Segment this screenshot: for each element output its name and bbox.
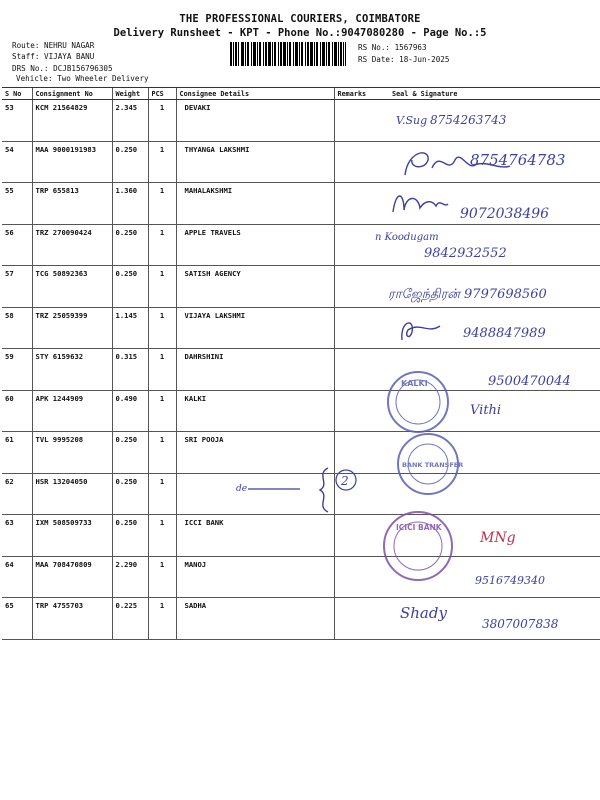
row-sno: 54 [2, 141, 32, 183]
row-consignment-no: MAA 708470809 [32, 556, 112, 598]
col-header-pcs: PCS [148, 88, 176, 100]
row-consignment-no: TRZ 270090424 [32, 224, 112, 266]
handwritten-signature-53: V.Sug [396, 114, 428, 127]
row-consignee: SRI POOJA [176, 432, 334, 474]
row-consignee: DAHRSHINI [176, 349, 334, 391]
rs-date: RS Date: 18-Jun-2025 [358, 55, 450, 64]
row-weight: 0.250 [112, 141, 148, 183]
row-weight: 0.490 [112, 390, 148, 432]
col-header-remarks: Remarks [334, 88, 370, 100]
handwritten-number-62: 2 [341, 474, 349, 488]
handwritten-signature-60: Vithi [470, 403, 502, 418]
bank-transfer-stamp-text: BANK TRANSFER [402, 461, 464, 469]
row-pcs: 1 [148, 390, 176, 432]
row-consignment-no: TVL 9995208 [32, 432, 112, 474]
handwritten-signature-65: Shady [400, 604, 447, 622]
route-label: Route: NEHRU NAGAR [12, 41, 95, 50]
col-header-weight: Weight [112, 88, 148, 100]
row-sno: 62 [2, 473, 32, 515]
row-consignment-no: TRP 655813 [32, 183, 112, 225]
row-weight: 0.250 [112, 224, 148, 266]
row-sno: 63 [2, 515, 32, 557]
row-sno: 64 [2, 556, 32, 598]
handwritten-mark-62: de [236, 484, 248, 494]
row-weight: 2.345 [112, 100, 148, 142]
row-weight: 0.250 [112, 473, 148, 515]
row-consignment-no: MAA 9000191983 [32, 141, 112, 183]
row-sno: 58 [2, 307, 32, 349]
row-pcs: 1 [148, 224, 176, 266]
row-consignee: ICCI BANK [176, 515, 334, 557]
col-header-consignment: Consignment No [32, 88, 112, 100]
row-pcs: 1 [148, 515, 176, 557]
row-sno: 59 [2, 349, 32, 391]
handwritten-phone-56: 9842932552 [424, 246, 507, 261]
row-weight: 0.250 [112, 432, 148, 474]
kalki-stamp [388, 372, 448, 432]
row-pcs: 1 [148, 100, 176, 142]
handwritten-phone-60: 9500470044 [488, 374, 571, 389]
row-sno: 53 [2, 100, 32, 142]
row-consignment-no: TRP 4755703 [32, 598, 112, 640]
row-pcs: 1 [148, 473, 176, 515]
col-header-sno: S No [2, 88, 32, 100]
row-consignee: SADHA [176, 598, 334, 640]
col-header-consignee: Consignee Details [176, 88, 334, 100]
handwritten-phone-54: 8754764783 [470, 151, 566, 169]
handwritten-phone-57: ராஜேந்திரன் 9797698560 [388, 287, 547, 302]
row-consignee: MANOJ [176, 556, 334, 598]
handwritten-signature-55 [393, 196, 448, 212]
icici-bank-stamp-text: ICICI BANK [396, 523, 442, 532]
row-pcs: 1 [148, 349, 176, 391]
row-pcs: 1 [148, 432, 176, 474]
row-consignee: MAHALAKSHMI [176, 183, 334, 225]
handwritten-bracket-62 [320, 468, 328, 512]
handwritten-phone-58: 9488847989 [463, 326, 546, 341]
handwritten-name-56: n Koodugam [375, 232, 439, 243]
row-pcs: 1 [148, 141, 176, 183]
icici-bank-stamp [384, 512, 452, 580]
page-title: THE PROFESSIONAL COURIERS, COIMBATORE [179, 13, 421, 25]
handwritten-signature-63: MNg [480, 530, 516, 546]
row-weight: 0.250 [112, 266, 148, 308]
row-sno: 57 [2, 266, 32, 308]
row-consignee: THYANGA LAKSHMI [176, 141, 334, 183]
handwritten-phone-55: 9072038496 [460, 206, 550, 222]
row-weight: 1.360 [112, 183, 148, 225]
row-sno: 61 [2, 432, 32, 474]
row-pcs: 1 [148, 266, 176, 308]
row-consignee: DEVAKI [176, 100, 334, 142]
row-weight: 0.250 [112, 515, 148, 557]
handwritten-signature-58 [402, 323, 440, 340]
row-consignee: VIJAYA LAKSHMI [176, 307, 334, 349]
row-pcs: 1 [148, 598, 176, 640]
col-header-seal: Seal & Signature [370, 88, 600, 100]
row-consignment-no: APK 1244909 [32, 390, 112, 432]
row-sno: 60 [2, 390, 32, 432]
row-consignment-no: KCM 21564829 [32, 100, 112, 142]
row-consignment-no: HSR 13204050 [32, 473, 112, 515]
row-pcs: 1 [148, 556, 176, 598]
handwritten-phone-53: 8754263743 [430, 113, 507, 127]
bank-transfer-stamp [398, 434, 463, 494]
row-pcs: 1 [148, 307, 176, 349]
row-consignee: KALKI [176, 390, 334, 432]
row-weight: 0.225 [112, 598, 148, 640]
rs-number: RS No.: 1567963 [358, 43, 427, 52]
row-consignment-no: STY 6159632 [32, 349, 112, 391]
page-subtitle: Delivery Runsheet - KPT - Phone No.:9047080280 - Page No.:5 [113, 27, 487, 39]
row-weight: 1.145 [112, 307, 148, 349]
row-weight: 0.315 [112, 349, 148, 391]
staff-label: Staff: VIJAYA BANU [12, 52, 95, 61]
vehicle-label: Vehicle: Two Wheeler Delivery [16, 74, 149, 83]
row-sno: 65 [2, 598, 32, 640]
row-sno: 56 [2, 224, 32, 266]
row-sno: 55 [2, 183, 32, 225]
row-consignee: SATISH AGENCY [176, 266, 334, 308]
drs-number: DRS No.: DCJB156796305 [12, 64, 113, 73]
row-consignment-no: TCG 50892363 [32, 266, 112, 308]
row-consignee: APPLE TRAVELS [176, 224, 334, 266]
row-pcs: 1 [148, 183, 176, 225]
handwritten-phone-64: 9516749340 [475, 574, 545, 587]
row-consignment-no: TRZ 25059399 [32, 307, 112, 349]
handwritten-phone-65: 3807007838 [482, 617, 559, 631]
row-consignment-no: IXM 508509733 [32, 515, 112, 557]
kalki-stamp-text: KALKI [401, 379, 428, 388]
row-weight: 2.290 [112, 556, 148, 598]
